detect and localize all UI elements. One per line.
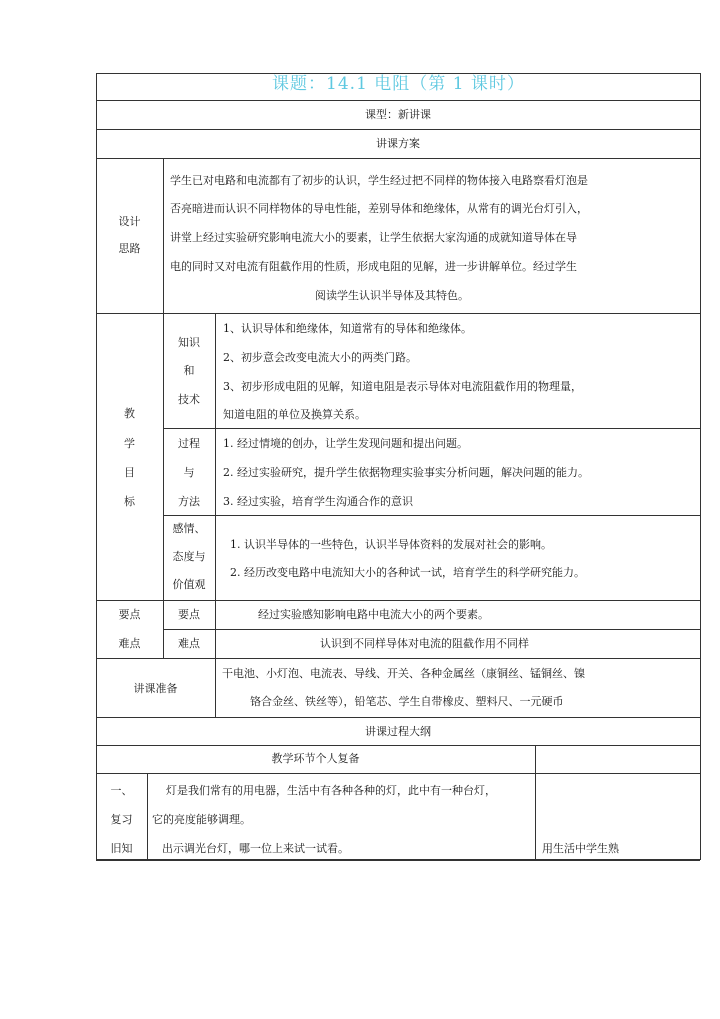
key-label: 要点 <box>178 608 200 621</box>
row-divider <box>163 515 700 516</box>
knowledge-label: 和 <box>183 364 195 377</box>
goals-label: 教 <box>124 407 135 420</box>
row-divider <box>96 658 700 659</box>
goals-label: 标 <box>124 495 135 508</box>
design-label: 思路 <box>118 242 141 255</box>
column-divider <box>215 658 216 717</box>
process-label: 过程 <box>178 437 200 450</box>
section-label: 一、 <box>110 784 133 797</box>
difficult-label: 难点 <box>178 637 200 650</box>
knowledge-line: 1、认识导体和绝缘体，知道常有的导体和绝缘体。 <box>223 322 472 335</box>
plan-header: 讲课方案 <box>376 137 420 150</box>
section-label: 复习 <box>110 813 133 826</box>
row-divider <box>96 717 700 718</box>
lesson-type: 课型：新讲课 <box>365 108 431 121</box>
design-line: 阅读学生认识半导体及其特色。 <box>315 289 469 302</box>
process-line: 它的亮度能够调理。 <box>152 813 251 826</box>
knowledge-line: 3、初步形成电阻的见解，知道电阻是表示导体对电流阻截作用的物理量， <box>223 380 582 393</box>
outline-header: 讲课过程大纲 <box>365 725 431 738</box>
process-line: 1. 经过情境的创办，让学生发现问题和提出问题。 <box>223 437 468 450</box>
design-label: 设计 <box>118 215 141 228</box>
emotion-label: 感情、 <box>172 522 206 535</box>
difficult-text: 认识到不同样导体对电流的阻截作用不同样 <box>320 637 529 650</box>
process-line: 灯是我们常有的用电器，生活中有各种各种的灯，此中有一种台灯， <box>166 784 496 797</box>
knowledge-label: 技术 <box>178 393 200 406</box>
knowledge-line: 2、初步意会改变电流大小的两类门路。 <box>223 351 417 364</box>
process-line: 3. 经过实验，培育学生沟通合作的意识 <box>223 495 413 508</box>
process-table-header: 教学环节个人复备 <box>271 752 360 765</box>
table-border-bottom <box>96 859 700 861</box>
process-label: 与 <box>183 466 195 479</box>
section-label: 旧知 <box>110 842 133 855</box>
key-outer-label: 要点 <box>118 608 141 621</box>
row-divider <box>96 100 700 101</box>
row-divider <box>96 313 700 314</box>
side-note: 用生活中学生熟 <box>542 842 619 855</box>
table-border-right <box>700 73 701 860</box>
emotion-line: 2. 经历改变电路中电流知大小的各种试一试，培育学生的科学研究能力。 <box>230 566 585 579</box>
row-divider <box>96 129 700 130</box>
page-title: 课题：14.1 电阻（第 1 课时） <box>272 74 525 94</box>
design-line: 讲堂上经过实验研究影响电流大小的要素，让学生依据大家沟通的成就知道导体在导 <box>170 231 577 244</box>
column-divider <box>147 773 148 859</box>
knowledge-line: 知道电阻的单位及换算关系。 <box>223 408 366 421</box>
goals-label: 目 <box>124 466 135 479</box>
row-divider <box>163 629 700 630</box>
preparation-label: 讲课准备 <box>133 682 178 695</box>
row-divider <box>163 428 700 429</box>
difficult-outer-label: 难点 <box>118 637 141 650</box>
emotion-line: 1. 认识半导体的一些特色，认识半导体资料的发展对社会的影响。 <box>230 538 552 551</box>
design-line: 学生已对电路和电流都有了初步的认识，学生经过把不同样的物体接入电路察看灯泡是 <box>170 174 588 187</box>
process-line: 2. 经过实验研究，提升学生依据物理实验事实分析问题，解决问题的能力。 <box>223 466 589 479</box>
knowledge-label: 知识 <box>178 336 200 349</box>
emotion-label: 态度与 <box>172 550 206 563</box>
row-divider <box>96 158 700 159</box>
goals-label: 学 <box>124 437 135 450</box>
process-label: 方法 <box>178 495 200 508</box>
row-divider <box>96 600 700 601</box>
preparation-line: 干电池、小灯泡、电流表、导线、开关、各种金属丝（康铜丝、锰铜丝、镍 <box>222 667 585 680</box>
design-line: 电的同时又对电流有阻截作用的性质，形成电阻的见解，进一步讲解单位。经过学生 <box>170 260 577 273</box>
column-divider <box>535 745 536 859</box>
emotion-label: 价值观 <box>172 578 206 591</box>
process-line: 出示调光台灯，哪一位上来试一试看。 <box>162 842 349 855</box>
design-line: 否亮暗进而认识不同样物体的导电性能，差别导体和绝缘体，从常有的调光台灯引入， <box>170 202 588 215</box>
row-divider <box>96 773 700 774</box>
preparation-line: 铬合金丝、铁丝等），铅笔芯、学生自带橡皮、塑料尺、一元硬币 <box>250 695 564 708</box>
row-divider <box>96 745 700 746</box>
key-text: 经过实验感知影响电路中电流大小的两个要素。 <box>258 608 489 621</box>
column-divider <box>215 313 216 658</box>
